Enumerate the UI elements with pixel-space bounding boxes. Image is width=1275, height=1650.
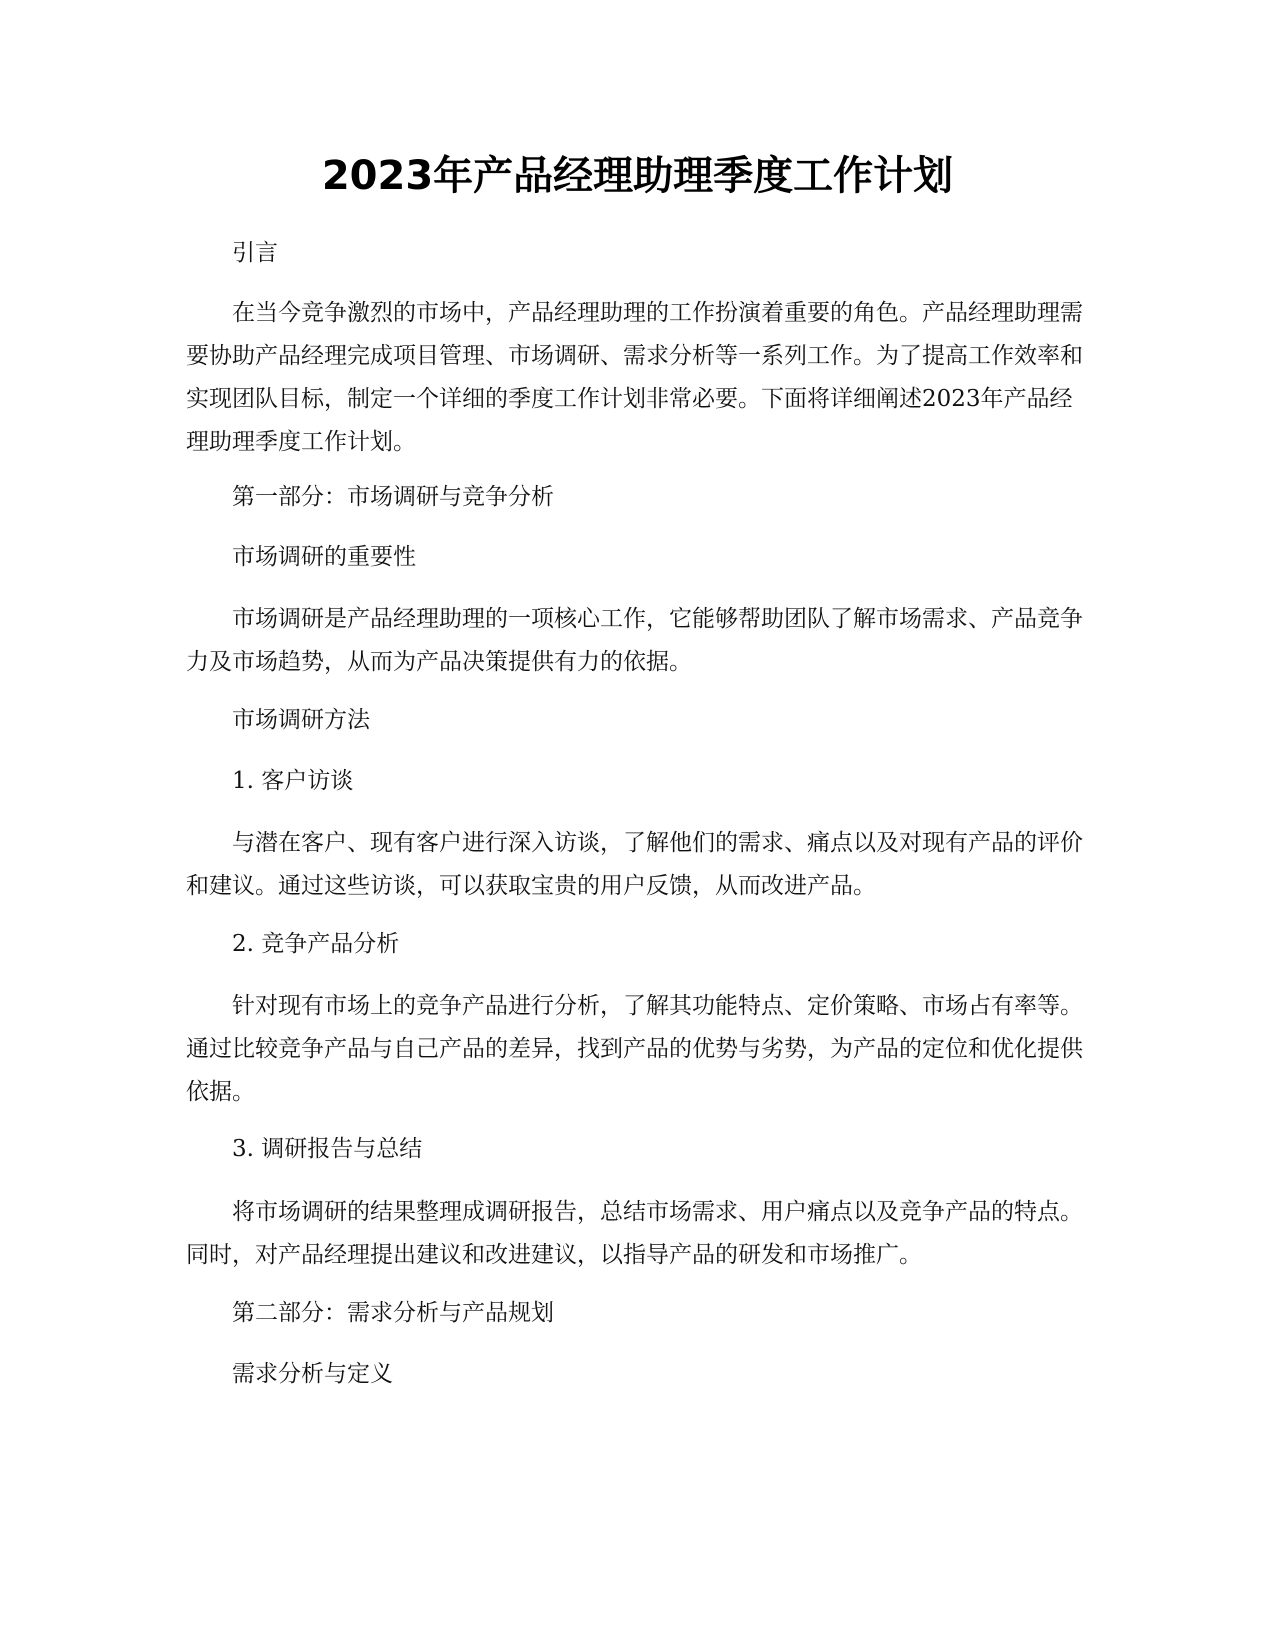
item2-paragraph xyxy=(186,985,1088,1114)
item3-heading: 3. 调研报告与总结 xyxy=(232,1136,423,1162)
part2-heading: 第二部分：需求分析与产品规划 xyxy=(232,1300,554,1326)
item2-paragraph-text: 针对现有市场上的竞争产品进行分析，了解其功能特点、定价策略、市场占有率等。通过比较竞争产品与自己产品的差异，找到产品的优势与劣势，为产品的定位和优化提供依据。 xyxy=(186,993,1083,1105)
intro-paragraph xyxy=(186,292,1088,464)
requirements-heading: 需求分析与定义 xyxy=(232,1361,393,1387)
intro-paragraph-text: 在当今竞争激烈的市场中，产品经理助理的工作扮演着重要的角色。产品经理助理需要协助产品经理完成项目管理、市场调研、需求分析等一系列工作。为了提高工作效率和实现团队目标，制定一个详细的季度工作计划非常必要。下面将详细阐述2023年产品经理助理季度工作计划。 xyxy=(186,300,1083,455)
part1-heading: 第一部分：市场调研与竞争分析 xyxy=(232,484,554,510)
intro-heading: 引言 xyxy=(232,240,278,266)
item1-heading: 1. 客户访谈 xyxy=(232,768,354,794)
item3-paragraph-text: 将市场调研的结果整理成调研报告，总结市场需求、用户痛点以及竞争产品的特点。同时，对产品经理提出建议和改进建议，以指导产品的研发和市场推广。 xyxy=(186,1199,1083,1268)
item1-paragraph xyxy=(186,822,1088,908)
importance-heading: 市场调研的重要性 xyxy=(232,544,416,570)
importance-paragraph-text: 市场调研是产品经理助理的一项核心工作，它能够帮助团队了解市场需求、产品竞争力及市场趋势，从而为产品决策提供有力的依据。 xyxy=(186,606,1083,675)
importance-paragraph xyxy=(186,598,1088,684)
document-title: 2023年产品经理助理季度工作计划 xyxy=(321,153,954,199)
item1-paragraph-text: 与潜在客户、现有客户进行深入访谈，了解他们的需求、痛点以及对现有产品的评价和建议。通过这些访谈，可以获取宝贵的用户反馈，从而改进产品。 xyxy=(186,830,1083,899)
methods-heading: 市场调研方法 xyxy=(232,707,370,733)
item2-heading: 2. 竞争产品分析 xyxy=(232,931,400,957)
item3-paragraph xyxy=(186,1191,1088,1277)
